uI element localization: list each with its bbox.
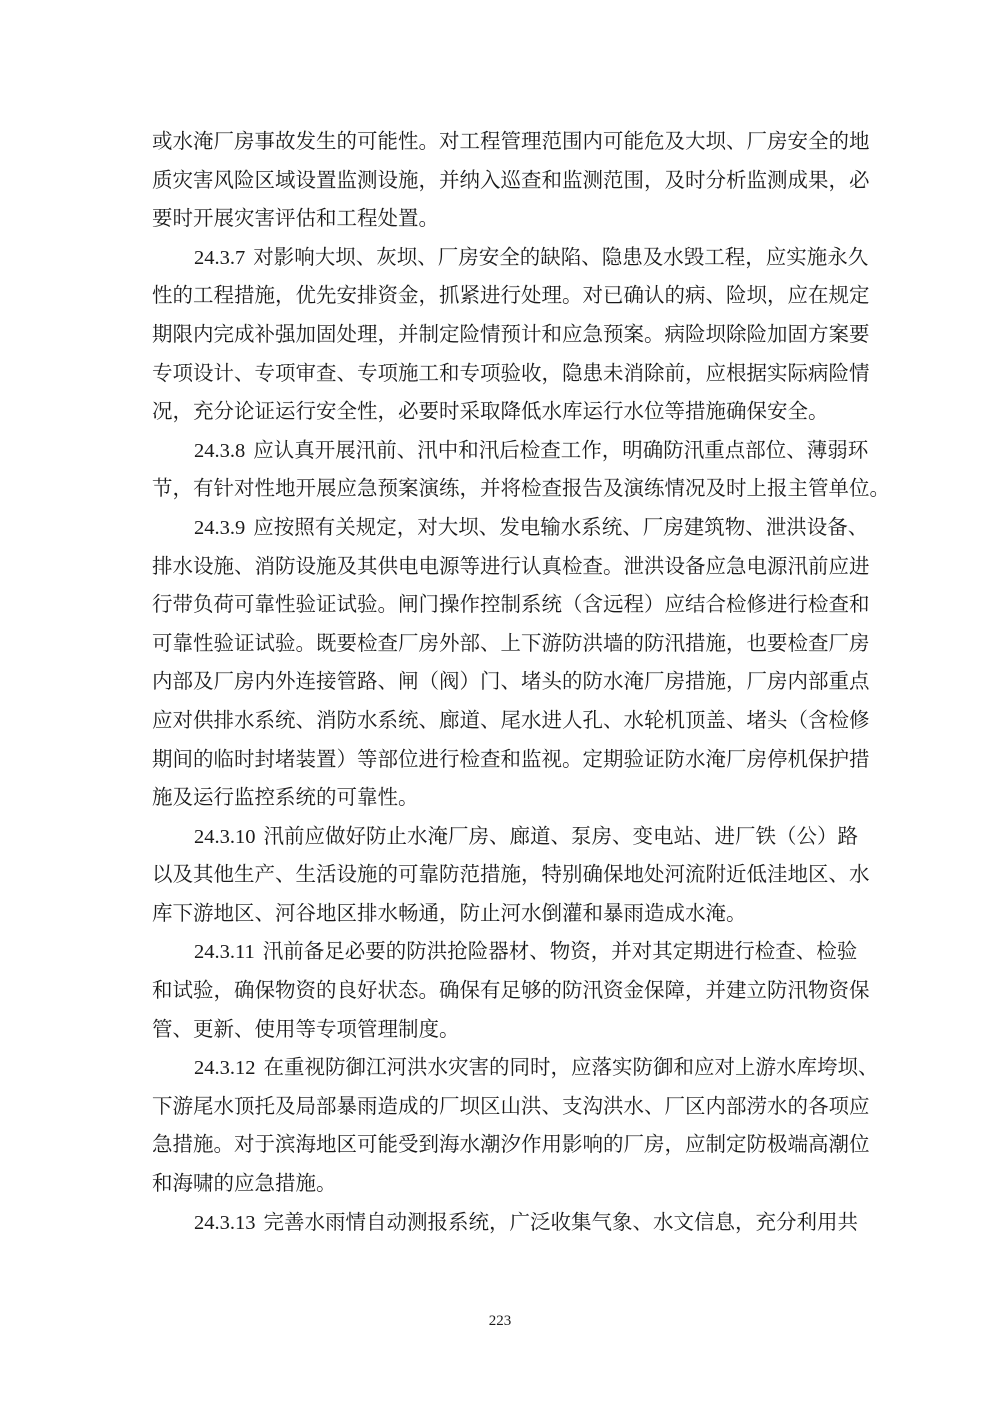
clause-24-3-12 bbox=[152, 1048, 879, 1202]
clause-text: 完善水雨情自动测报系统，广泛收集气象、水文信息，充分利用共 bbox=[263, 1209, 858, 1234]
text-line: 内部及厂房内外连接管路、闸（阀）门、堵头的防水淹厂房措施，厂房内部重点 bbox=[152, 669, 870, 694]
text-line: 期间的临时封堵装置）等部位进行检查和监视。定期验证防水淹厂房停机保护措 bbox=[152, 746, 870, 771]
text-line: 和试验，确保物资的良好状态。确保有足够的防汛资金保障，并建立防汛物资保 bbox=[152, 978, 870, 1003]
text-line: 下游尾水顶托及局部暴雨造成的厂坝区山洪、支沟洪水、厂区内部涝水的各项应 bbox=[152, 1093, 870, 1118]
text-line: 要时开展灾害评估和工程处置。 bbox=[152, 206, 439, 231]
text-line: 急措施。对于滨海地区可能受到海水潮汐作用影响的厂房，应制定防极端高潮位 bbox=[152, 1132, 870, 1157]
clause-text: 应按照有关规定，对大坝、发电输水系统、厂房建筑物、泄洪设备、 bbox=[253, 514, 869, 539]
text-line: 库下游地区、河谷地区排水畅通，防止河水倒灌和暴雨造成水淹。 bbox=[152, 900, 747, 925]
text-line bbox=[152, 817, 858, 856]
text-line bbox=[152, 1048, 879, 1087]
clause-number: 24.3.10 bbox=[194, 825, 256, 848]
text-line: 或水淹厂房事故发生的可能性。对工程管理范围内可能危及大坝、厂房安全的地 bbox=[152, 129, 870, 153]
clause-number: 24.3.12 bbox=[194, 1057, 256, 1080]
text-line bbox=[152, 431, 869, 470]
clause-text: 对影响大坝、灰坝、厂房安全的缺陷、隐患及水毁工程，应实施永久 bbox=[253, 244, 869, 269]
text-line bbox=[152, 1203, 858, 1242]
text-line: 可靠性验证试验。既要检查厂房外部、上下游防洪墙的防汛措施，也要检查厂房 bbox=[152, 630, 870, 655]
clause-text: 在重视防御江河洪水灾害的同时，应落实防御和应对上游水库垮坝、 bbox=[263, 1055, 879, 1080]
clause-number: 24.3.11 bbox=[194, 941, 255, 964]
text-line bbox=[152, 932, 858, 971]
text-line: 管、更新、使用等专项管理制度。 bbox=[152, 1016, 460, 1041]
clause-number: 24.3.8 bbox=[194, 439, 246, 462]
text-line: 质灾害风险区域设置监测设施，并纳入巡查和监测范围，及时分析监测成果，必 bbox=[152, 167, 870, 192]
clause-24-3-8 bbox=[152, 431, 890, 508]
text-line: 应对供排水系统、消防水系统、廊道、尾水进人孔、水轮机顶盖、堵头（含检修 bbox=[152, 707, 870, 732]
document-body bbox=[152, 122, 890, 1241]
text-line: 行带负荷可靠性验证试验。闸门操作控制系统（含远程）应结合检修进行检查和 bbox=[152, 592, 870, 617]
text-line: 专项设计、专项审查、专项施工和专项验收，隐患未消除前，应根据实际病险情 bbox=[152, 360, 870, 385]
text-line bbox=[152, 238, 869, 277]
text-line: 以及其他生产、生活设施的可靠防范措施，特别确保地处河流附近低洼地区、水 bbox=[152, 862, 870, 887]
text-line bbox=[152, 508, 869, 547]
clause-24-3-9 bbox=[152, 508, 870, 817]
paragraph-continuation bbox=[152, 122, 870, 238]
clause-number: 24.3.9 bbox=[194, 516, 246, 539]
text-line: 节，有针对性地开展应急预案演练，并将检查报告及演练情况及时上报主管单位。 bbox=[152, 476, 890, 501]
text-line: 期限内完成补强加固处理，并制定险情预计和应急预案。病险坝除险加固方案要 bbox=[152, 321, 870, 346]
clause-text: 汛前应做好防止水淹厂房、廊道、泵房、变电站、进厂铁（公）路 bbox=[263, 823, 858, 848]
clause-text: 汛前备足必要的防洪抢险器材、物资，并对其定期进行检查、检验 bbox=[262, 939, 858, 964]
text-line: 和海啸的应急措施。 bbox=[152, 1171, 337, 1196]
text-line: 排水设施、消防设施及其供电电源等进行认真检查。泄洪设备应急电源汛前应进 bbox=[152, 553, 870, 578]
clause-24-3-11 bbox=[152, 932, 870, 1048]
clause-number: 24.3.7 bbox=[194, 246, 246, 269]
clause-text: 应认真开展汛前、汛中和汛后检查工作，明确防汛重点部位、薄弱环 bbox=[253, 437, 869, 462]
clause-24-3-7 bbox=[152, 238, 870, 431]
clause-number: 24.3.13 bbox=[194, 1211, 256, 1234]
text-line: 况，充分论证运行安全性，必要时采取降低水库运行水位等措施确保安全。 bbox=[152, 399, 829, 424]
clause-24-3-13 bbox=[152, 1203, 858, 1242]
text-line: 性的工程措施，优先安排资金，抓紧进行处理。对已确认的病、险坝，应在规定 bbox=[152, 283, 870, 308]
text-line: 施及运行监控系统的可靠性。 bbox=[152, 785, 419, 810]
page-number: 223 bbox=[488, 1313, 512, 1329]
clause-24-3-10 bbox=[152, 817, 870, 933]
